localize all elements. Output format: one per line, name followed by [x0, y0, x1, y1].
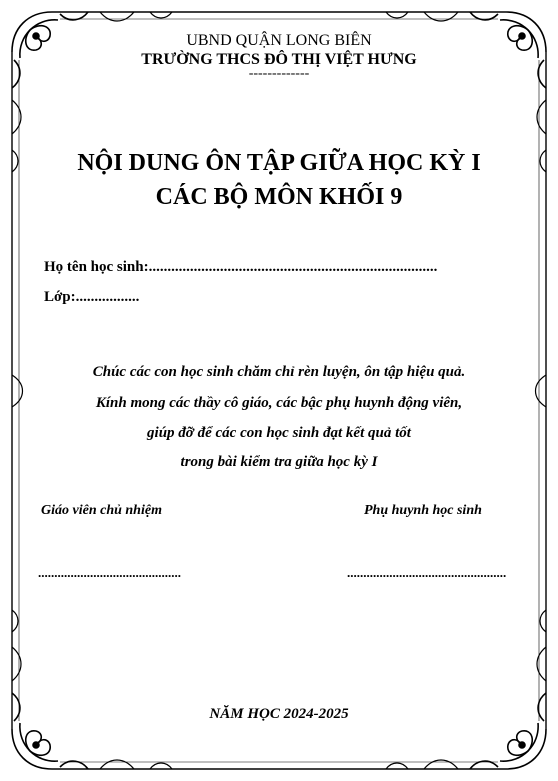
parent-label: Phụ huynh học sinh [364, 503, 482, 518]
corner-ornament-bottom-left [12, 693, 88, 769]
teacher-signature-line: ............................................ [38, 565, 181, 580]
wish-line-2: Kính mong các thầy cô giáo, các bậc phụ huynh động viên, [95, 395, 463, 411]
school-name: TRƯỜNG THCS ĐÔ THỊ VIỆT HƯNG [141, 51, 417, 68]
class-field: Lớp:................. [44, 289, 140, 305]
header-separator: ------------- [248, 66, 310, 81]
parent-signature-line: ................................................. [347, 565, 507, 580]
homeroom-teacher-label: Giáo viên chủ nhiệm [41, 503, 162, 518]
student-name-field: Họ tên học sinh:............................................................................. [44, 259, 438, 275]
wish-line-3: giúp đỡ để các con học sinh đạt kết quả tốt [147, 425, 411, 441]
school-year: NĂM HỌC 2024-2025 [209, 706, 349, 722]
document-title-line-1: NỘI DUNG ÔN TẬP GIỮA HỌC KỲ I [77, 150, 481, 176]
district-name: UBND QUẬN LONG BIÊN [186, 32, 372, 49]
wish-line-1: Chúc các con học sinh chăm chỉ rèn luyện, ôn tập hiệu quả. [92, 364, 466, 380]
corner-ornament-bottom-right [470, 693, 546, 769]
wish-line-4: trong bài kiểm tra giữa học kỳ I [180, 454, 378, 470]
document-title-line-2: CÁC BỘ MÔN KHỐI 9 [155, 184, 403, 210]
side-flourishes [12, 12, 546, 769]
